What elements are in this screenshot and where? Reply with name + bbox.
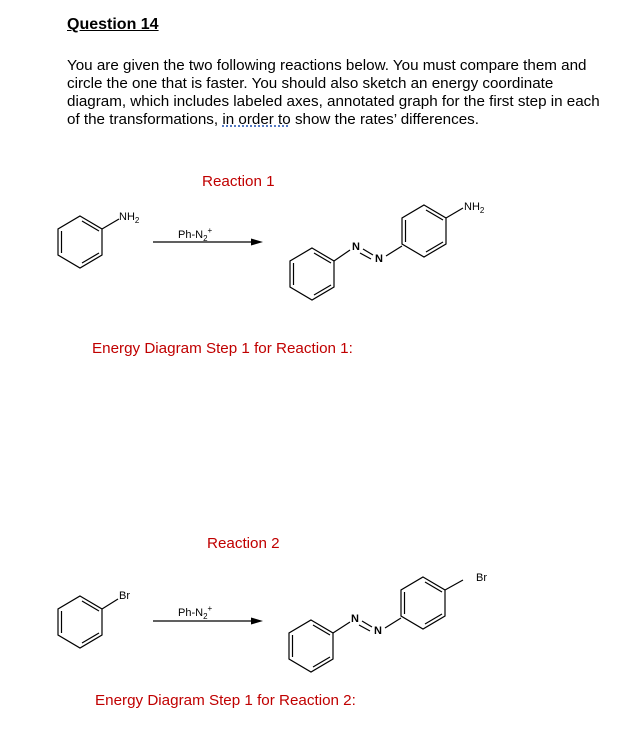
product-1-nh2-label: $NH_2$	[464, 201, 485, 215]
reaction-1-reagent: $Ph-N_2^+$	[178, 226, 213, 243]
reaction-2-arrow	[153, 618, 263, 625]
product-1-azo-n1: N	[352, 241, 360, 253]
product-1-phenyl-ring	[290, 248, 350, 300]
product-2-azo-n1: N	[351, 613, 359, 625]
reaction-1-heading: Reaction 1	[202, 173, 275, 190]
product-2-br-label: Br	[476, 572, 487, 584]
aniline-structure	[58, 216, 119, 268]
bromobenzene-br-label: Br	[119, 590, 130, 602]
bromobenzene-structure	[58, 596, 118, 648]
product-1-aminophenyl-ring	[402, 205, 463, 257]
spellcheck-underlined-text: in order to	[222, 111, 291, 128]
energy-diagram-1-label: Energy Diagram Step 1 for Reaction 1:	[92, 340, 353, 357]
question-text-part1: You are given the two following reactions below. You must compare them and circle the one that is faster. You should also sketch an energy coordinate diagram, which includes labeled axes, annotated graph for the first step in each of the transformations,	[67, 57, 600, 128]
reaction-1-arrow	[153, 239, 263, 246]
product-2-azo-n2: N	[374, 625, 382, 637]
product-2-phenyl-ring	[289, 620, 350, 672]
question-title: Question 14	[67, 16, 159, 33]
question-text-part2: show the rates’ differences.	[290, 111, 479, 128]
reaction-2-reagent: $Ph-N_2^+$	[178, 604, 213, 621]
reaction-2-heading: Reaction 2	[207, 535, 280, 552]
aniline-nh2-label: $NH_2$	[119, 211, 140, 225]
energy-diagram-2-label: Energy Diagram Step 1 for Reaction 2:	[95, 692, 356, 709]
product-2-bromophenyl-ring	[401, 577, 463, 629]
product-1-azo-n2: N	[375, 253, 383, 265]
